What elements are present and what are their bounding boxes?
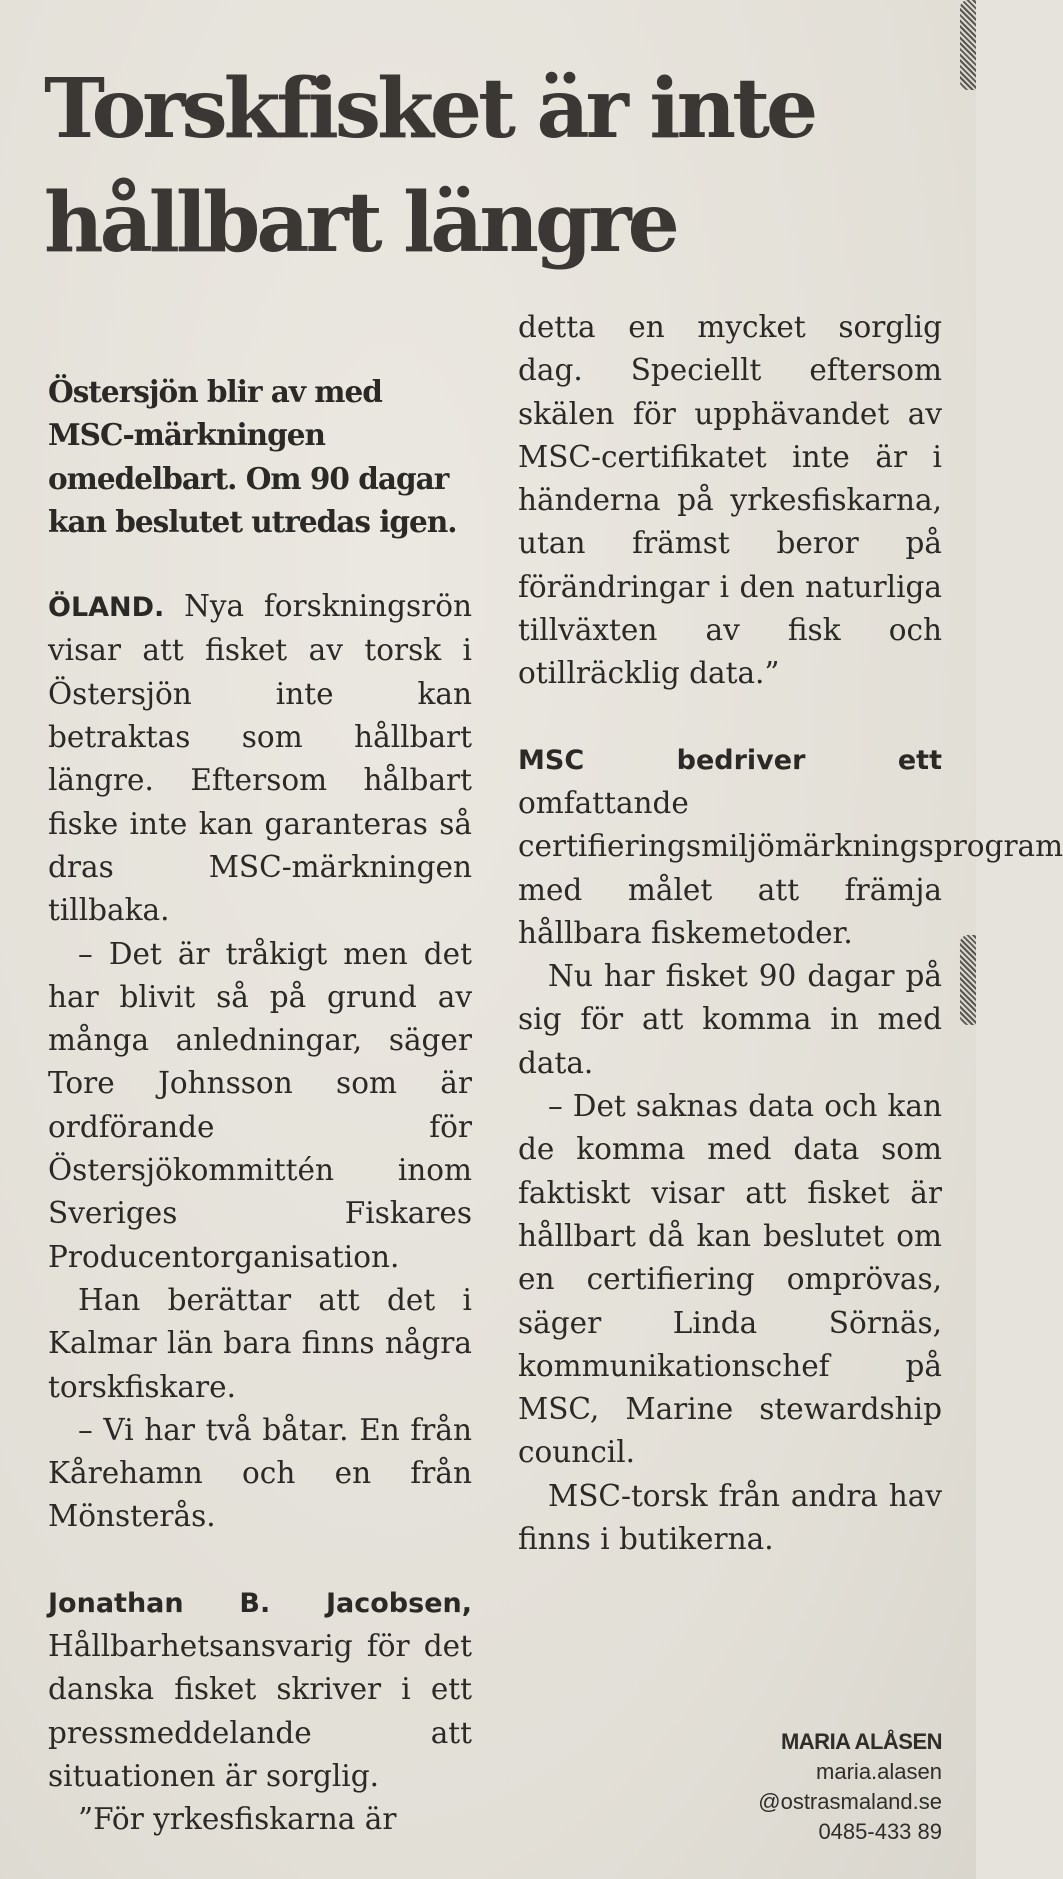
paragraph: – Vi har två båtar. En från Kårehamn och en från Mönsterås.	[48, 1412, 472, 1534]
paragraph: detta en mycket sorglig dag. Speciellt eftersom skälen för upphävandet av MSC-certifikatet inte är i händerna på yrkesfiskarna, utan främst beror på förändringar i den naturliga tillväxten av fisk och otillräcklig data.”	[518, 310, 942, 691]
paragraph	[48, 1581, 472, 1798]
article-ingress: Östersjön blir av med MSC-märkningen omedelbart. Om 90 dagar kan beslutet utredas igen.	[48, 374, 457, 539]
paragraph: – Det är tråkigt men det har blivit så på grund av många anledningar, säger Tore Johnsson som är ordförande för Östersjökommittén inom Sveriges Fiskares Producentorganisation.	[48, 936, 472, 1274]
paragraph: MSC-torsk från andra hav finns i butikerna.	[518, 1478, 942, 1557]
byline	[640, 1727, 942, 1847]
paragraph	[48, 585, 472, 932]
paragraph-lead: Jonathan B. Jacobsen,	[48, 1587, 472, 1619]
paragraph: Nu har fisket 90 dagar på sig för att komma in med data.	[518, 959, 942, 1080]
dateline: ÖLAND.	[48, 592, 165, 624]
edge-halftone-mark	[960, 0, 976, 90]
paragraph-text: omfattande certifieringsmiljömärkningsprogram med målet att främja hållbara fiskemetoder.	[518, 785, 1063, 950]
author-name: MARIA ALÅSEN	[780, 1729, 942, 1754]
paragraph-text: Nya forskningsrön visar att fisket av torsk i Östersjön inte kan betraktas som hållbart längre. Eftersom hålbart fiske inte kan garanteras så dras MSC-märkningen tillbaka.	[48, 589, 472, 928]
edge-halftone-mark	[960, 935, 976, 1025]
left-column	[48, 370, 472, 1842]
author-email-user: maria.alasen	[816, 1759, 942, 1784]
paragraph-lead: MSC bedriver ett	[518, 744, 942, 776]
author-email-domain: @ostrasmaland.se	[758, 1789, 942, 1814]
author-phone: 0485-433 89	[818, 1819, 942, 1844]
paragraph: ”För yrkesfiskarna är	[78, 1802, 397, 1837]
paragraph	[518, 738, 1063, 955]
article-headline: Torskfisket är inte hållbart längre	[44, 61, 815, 271]
paragraph-text: Hållbarhetsansvarig för det danska fisket skriver i ett pressmeddelande att situationen är sorglig.	[48, 1629, 472, 1793]
right-column	[518, 306, 1063, 1561]
paragraph: Han berättar att det i Kalmar län bara finns några torskfiskare.	[48, 1282, 472, 1404]
paragraph: – Det saknas data och kan de komma med data som faktiskt visar att fisket är hållbart då kan beslutet om en certifiering omprövas, säger Linda Sörnäs, kommunikationschef på MSC, Marine stewardship council.	[518, 1089, 942, 1470]
